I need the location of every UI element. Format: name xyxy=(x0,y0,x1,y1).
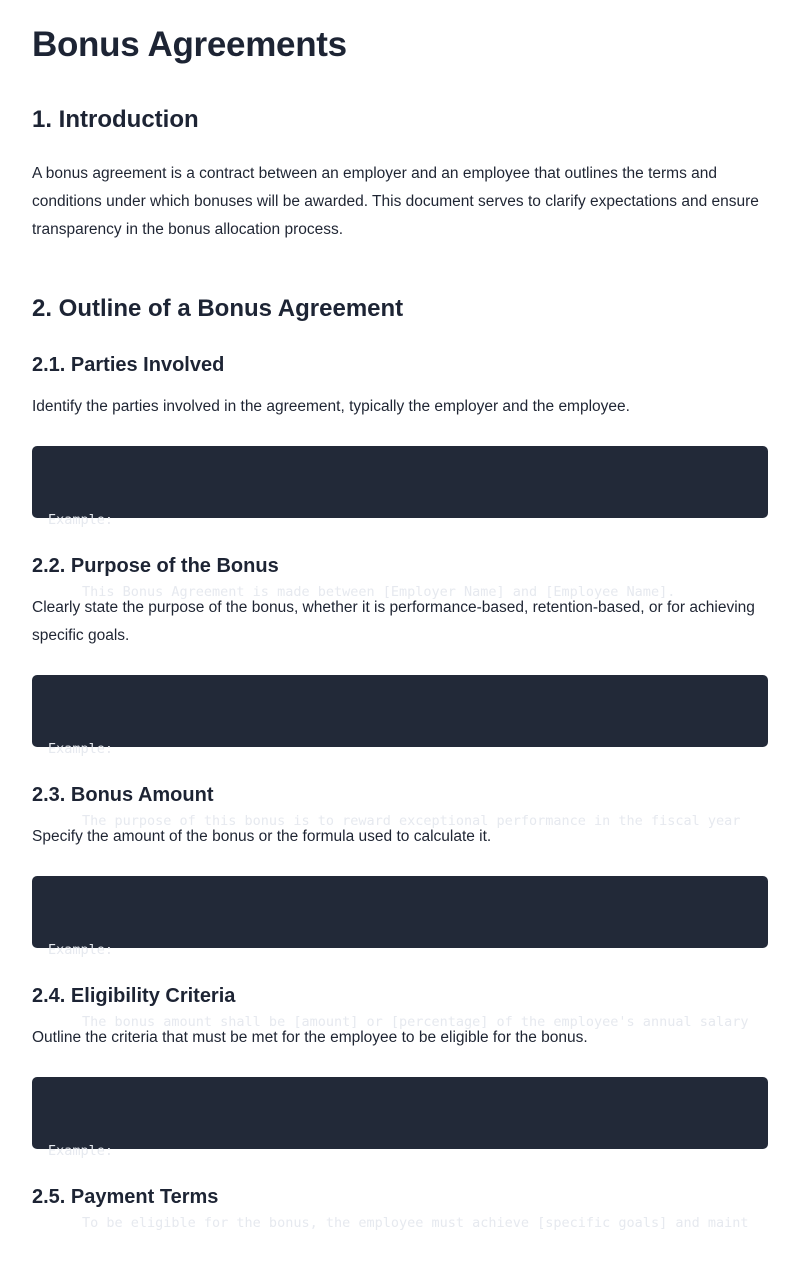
introduction-paragraph: A bonus agreement is a contract between an employer and an employee that outlines the terms and conditions under which bonuses will be awarded. This document serves to clarify expectations and ensure transparency in the bonus allocation process. xyxy=(32,165,759,238)
purpose-paragraph: Clearly state the purpose of the bonus, whether it is performance-based, retention-based, or for achieving specific goals. xyxy=(32,599,755,644)
code-example-text: The purpose of this bonus is to reward exceptional performance in the fiscal year xyxy=(82,813,741,829)
subsection-heading-payment-terms: 2.5. Payment Terms xyxy=(32,1186,219,1208)
subsection-heading-eligibility: 2.4. Eligibility Criteria xyxy=(32,985,236,1007)
document-title: Bonus Agreements xyxy=(32,25,347,64)
code-example-label: Example: xyxy=(48,942,114,958)
code-example-label: Example: xyxy=(48,1143,114,1159)
code-example-label: Example: xyxy=(48,741,114,757)
code-example-text: This Bonus Agreement is made between [Employer Name] and [Employee Name]. xyxy=(82,584,676,600)
code-example-text: To be eligible for the bonus, the employee must achieve [specific goals] and maint xyxy=(82,1215,749,1231)
section-heading-outline: 2. Outline of a Bonus Agreement xyxy=(32,295,404,322)
code-example-text: The bonus amount shall be [amount] or [percentage] of the employee's annual salary xyxy=(82,1014,749,1030)
subsection-heading-parties: 2.1. Parties Involved xyxy=(32,354,225,376)
eligibility-paragraph: Outline the criteria that must be met for the employee to be eligible for the bonus. xyxy=(32,1029,588,1046)
subsection-heading-amount: 2.3. Bonus Amount xyxy=(32,784,214,806)
subsection-heading-purpose: 2.2. Purpose of the Bonus xyxy=(32,555,279,577)
code-example-label: Example: xyxy=(48,512,114,528)
parties-paragraph: Identify the parties involved in the agreement, typically the employer and the employee. xyxy=(32,398,630,415)
amount-paragraph: Specify the amount of the bonus or the formula used to calculate it. xyxy=(32,828,492,845)
section-heading-introduction: 1. Introduction xyxy=(32,106,199,133)
